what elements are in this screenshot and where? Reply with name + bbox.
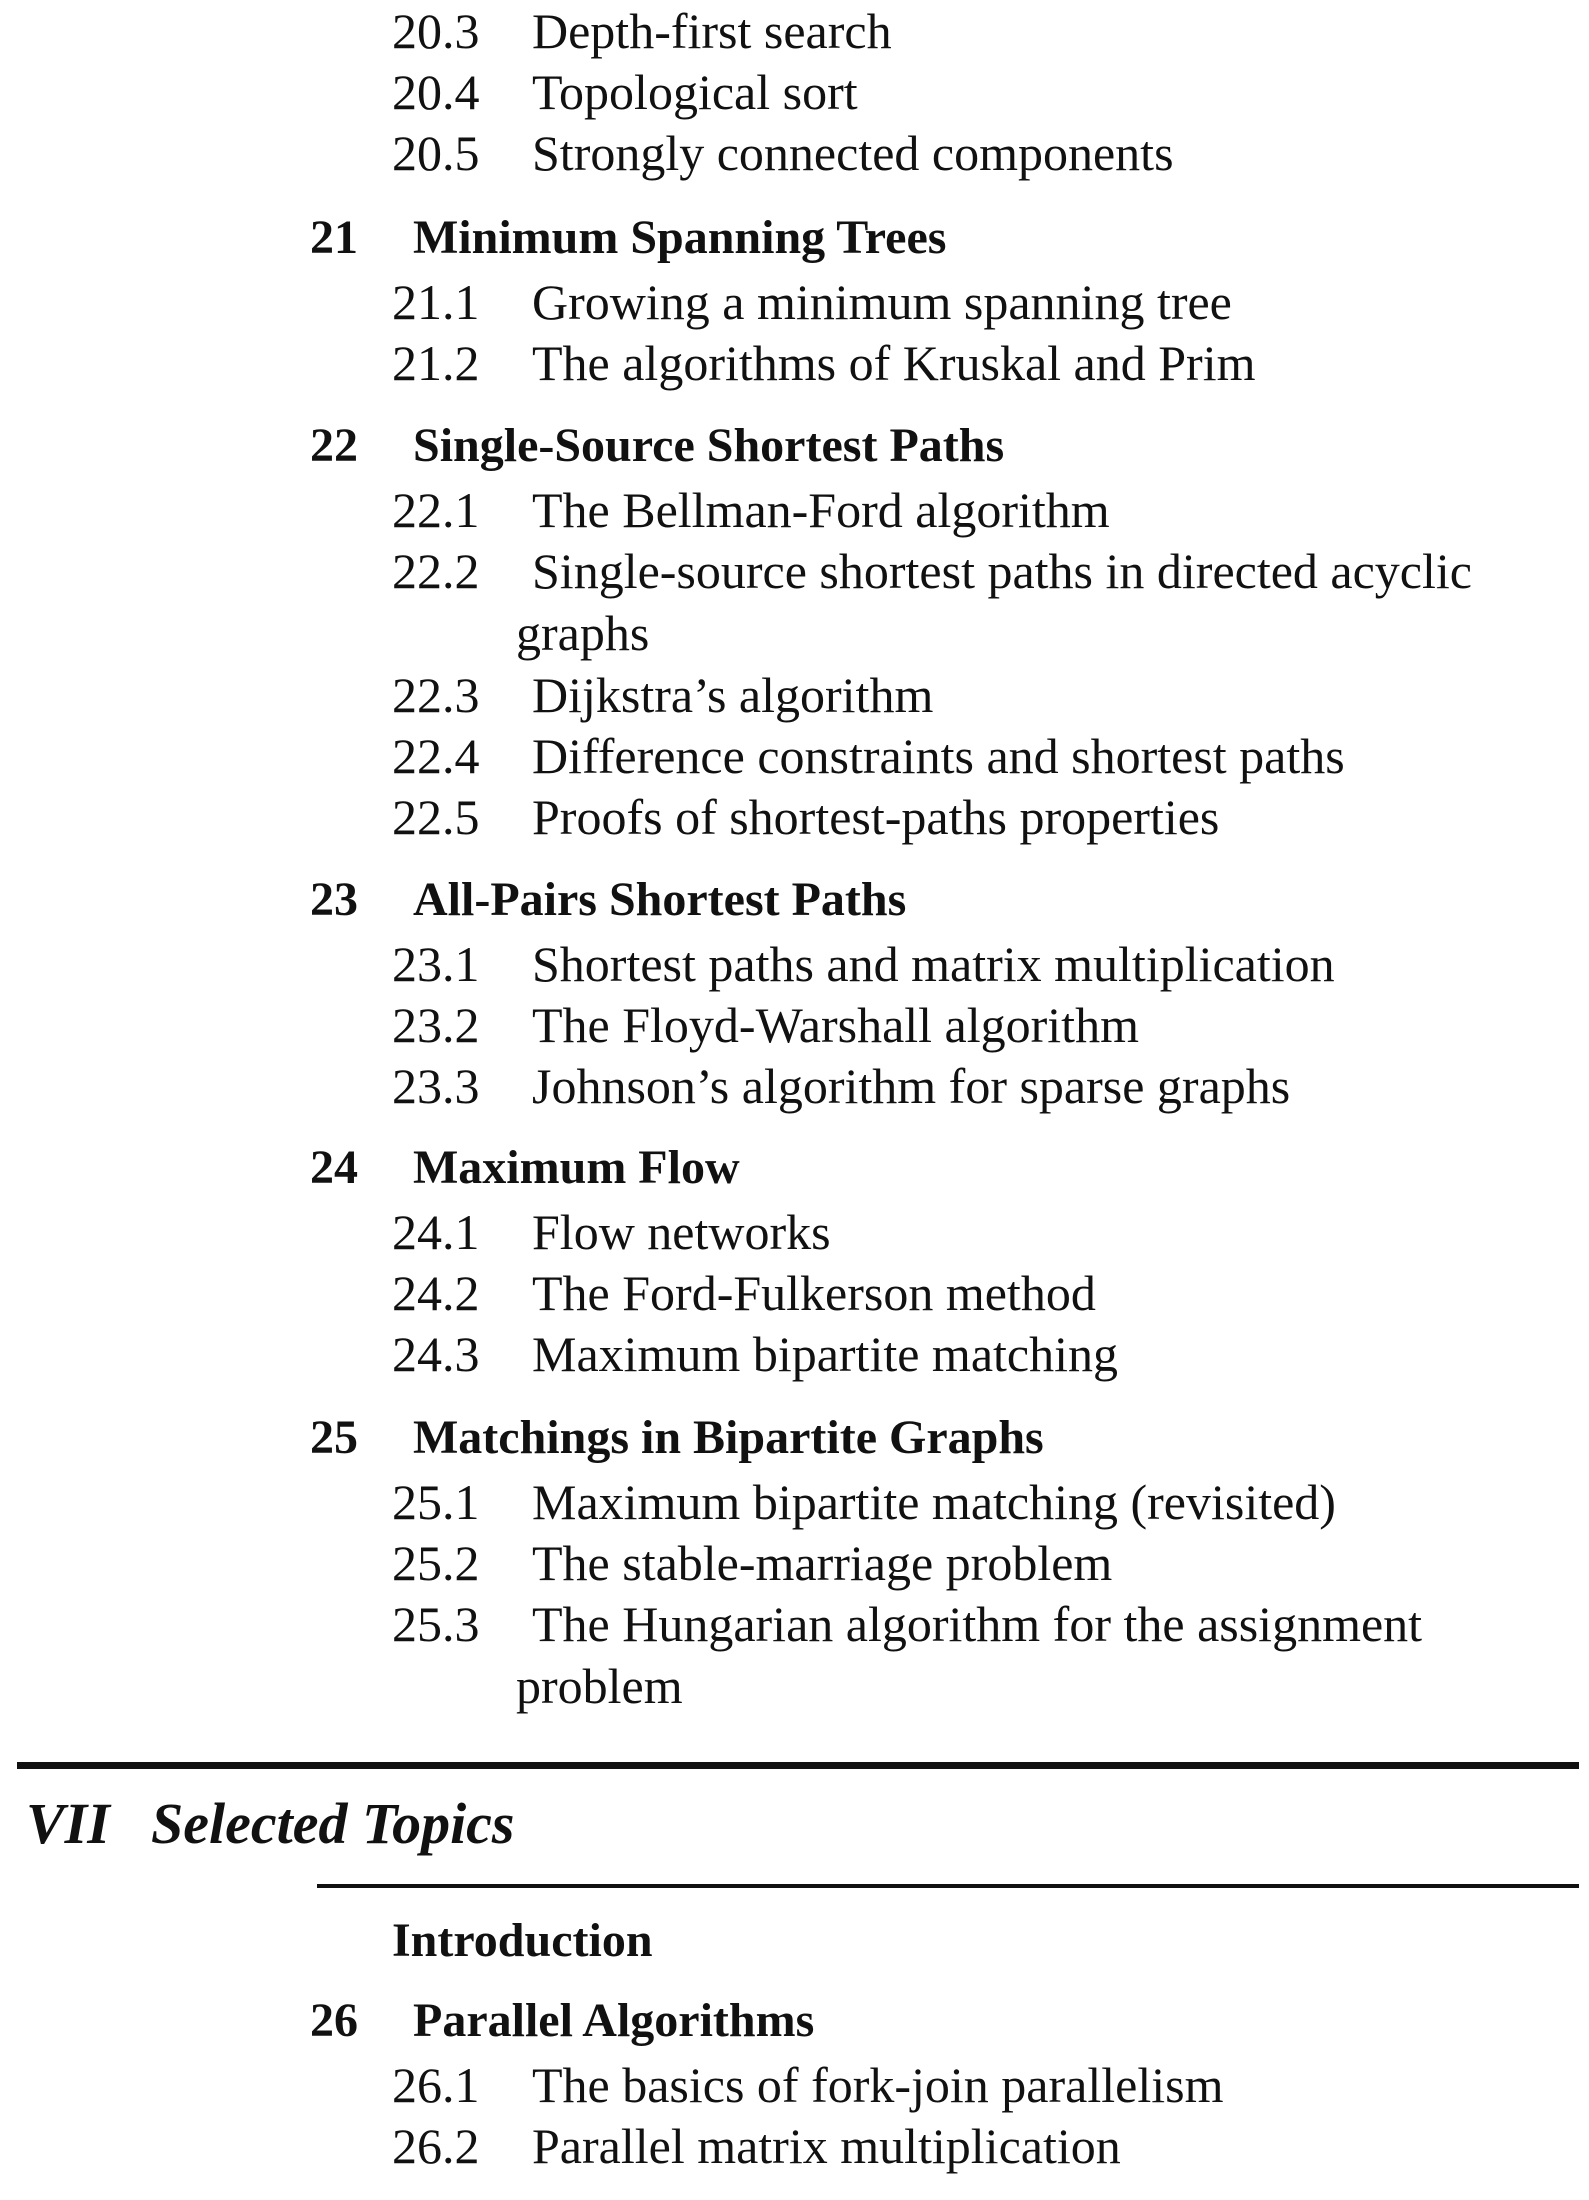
section-title: Single-source shortest paths in directed acyclic xyxy=(532,543,1472,599)
section-title: Johnson’s algorithm for sparse graphs xyxy=(532,1058,1291,1114)
section-title: The basics of fork-join parallelism xyxy=(532,2057,1224,2113)
section-number: 21.2 xyxy=(392,335,480,391)
chapter-number: 25 xyxy=(310,1411,358,1464)
chapter-title: Maximum Flow xyxy=(413,1141,740,1194)
section-number: 25.1 xyxy=(392,1474,480,1530)
section-number: 24.1 xyxy=(392,1204,480,1260)
section-number: 22.1 xyxy=(392,482,480,538)
section-number: 22.2 xyxy=(392,543,480,599)
section-number: 20.5 xyxy=(392,125,480,181)
part-top-rule xyxy=(17,1762,1579,1769)
section-title: The Hungarian algorithm for the assignment xyxy=(532,1596,1423,1652)
part-title: Selected Topics xyxy=(151,1791,515,1856)
chapter-title: All-Pairs Shortest Paths xyxy=(413,873,907,926)
section-title: The algorithms of Kruskal and Prim xyxy=(532,335,1256,391)
chapter-title: Parallel Algorithms xyxy=(413,1994,815,2047)
chapter-number: 22 xyxy=(310,419,358,472)
section-number: 20.3 xyxy=(392,3,480,59)
section-title: Depth-first search xyxy=(532,3,892,59)
section-title: Maximum bipartite matching xyxy=(532,1326,1118,1382)
section-number: 25.2 xyxy=(392,1535,480,1591)
section-number: 22.5 xyxy=(392,789,480,845)
chapter-number: 23 xyxy=(310,873,358,926)
section-title: Difference constraints and shortest paths xyxy=(532,728,1345,784)
section-title: Maximum bipartite matching (revisited) xyxy=(532,1474,1336,1530)
section-number: 23.2 xyxy=(392,997,480,1053)
section-number: 23.3 xyxy=(392,1058,480,1114)
section-title: The Floyd-Warshall algorithm xyxy=(532,997,1139,1053)
chapter-number: 26 xyxy=(310,1994,358,2047)
chapter-number: 24 xyxy=(310,1141,358,1194)
section-title-continuation: graphs xyxy=(516,605,650,661)
section-title: The stable-marriage problem xyxy=(532,1535,1113,1591)
part-bottom-rule xyxy=(317,1884,1579,1888)
section-number: 22.4 xyxy=(392,728,480,784)
section-number: 23.1 xyxy=(392,936,480,992)
section-number: 26.2 xyxy=(392,2118,480,2174)
section-title: Growing a minimum spanning tree xyxy=(532,274,1232,330)
section-number: 24.2 xyxy=(392,1265,480,1321)
section-title: The Bellman-Ford algorithm xyxy=(532,482,1110,538)
chapter-title: Minimum Spanning Trees xyxy=(413,211,947,264)
part-number: VII xyxy=(26,1791,110,1856)
section-number: 24.3 xyxy=(392,1326,480,1382)
chapter-title: Matchings in Bipartite Graphs xyxy=(413,1411,1044,1464)
section-number: 25.3 xyxy=(392,1596,480,1652)
section-title: Shortest paths and matrix multiplication xyxy=(532,936,1335,992)
section-number: 26.1 xyxy=(392,2057,480,2113)
section-title: Proofs of shortest-paths properties xyxy=(532,789,1220,845)
section-title: Parallel matrix multiplication xyxy=(532,2118,1121,2174)
section-number: 21.1 xyxy=(392,274,480,330)
chapter-title: Single-Source Shortest Paths xyxy=(413,419,1005,472)
section-title-continuation: problem xyxy=(516,1658,683,1714)
section-title: Strongly connected components xyxy=(532,125,1174,181)
chapter-number: 21 xyxy=(310,211,358,264)
section-number: 20.4 xyxy=(392,64,480,120)
section-title: Dijkstra’s algorithm xyxy=(532,667,934,723)
toc-part-introduction[interactable]: Introduction xyxy=(392,1914,653,1967)
section-title: The Ford-Fulkerson method xyxy=(532,1265,1096,1321)
section-title: Flow networks xyxy=(532,1204,831,1260)
section-title: Topological sort xyxy=(532,64,858,120)
section-number: 22.3 xyxy=(392,667,480,723)
